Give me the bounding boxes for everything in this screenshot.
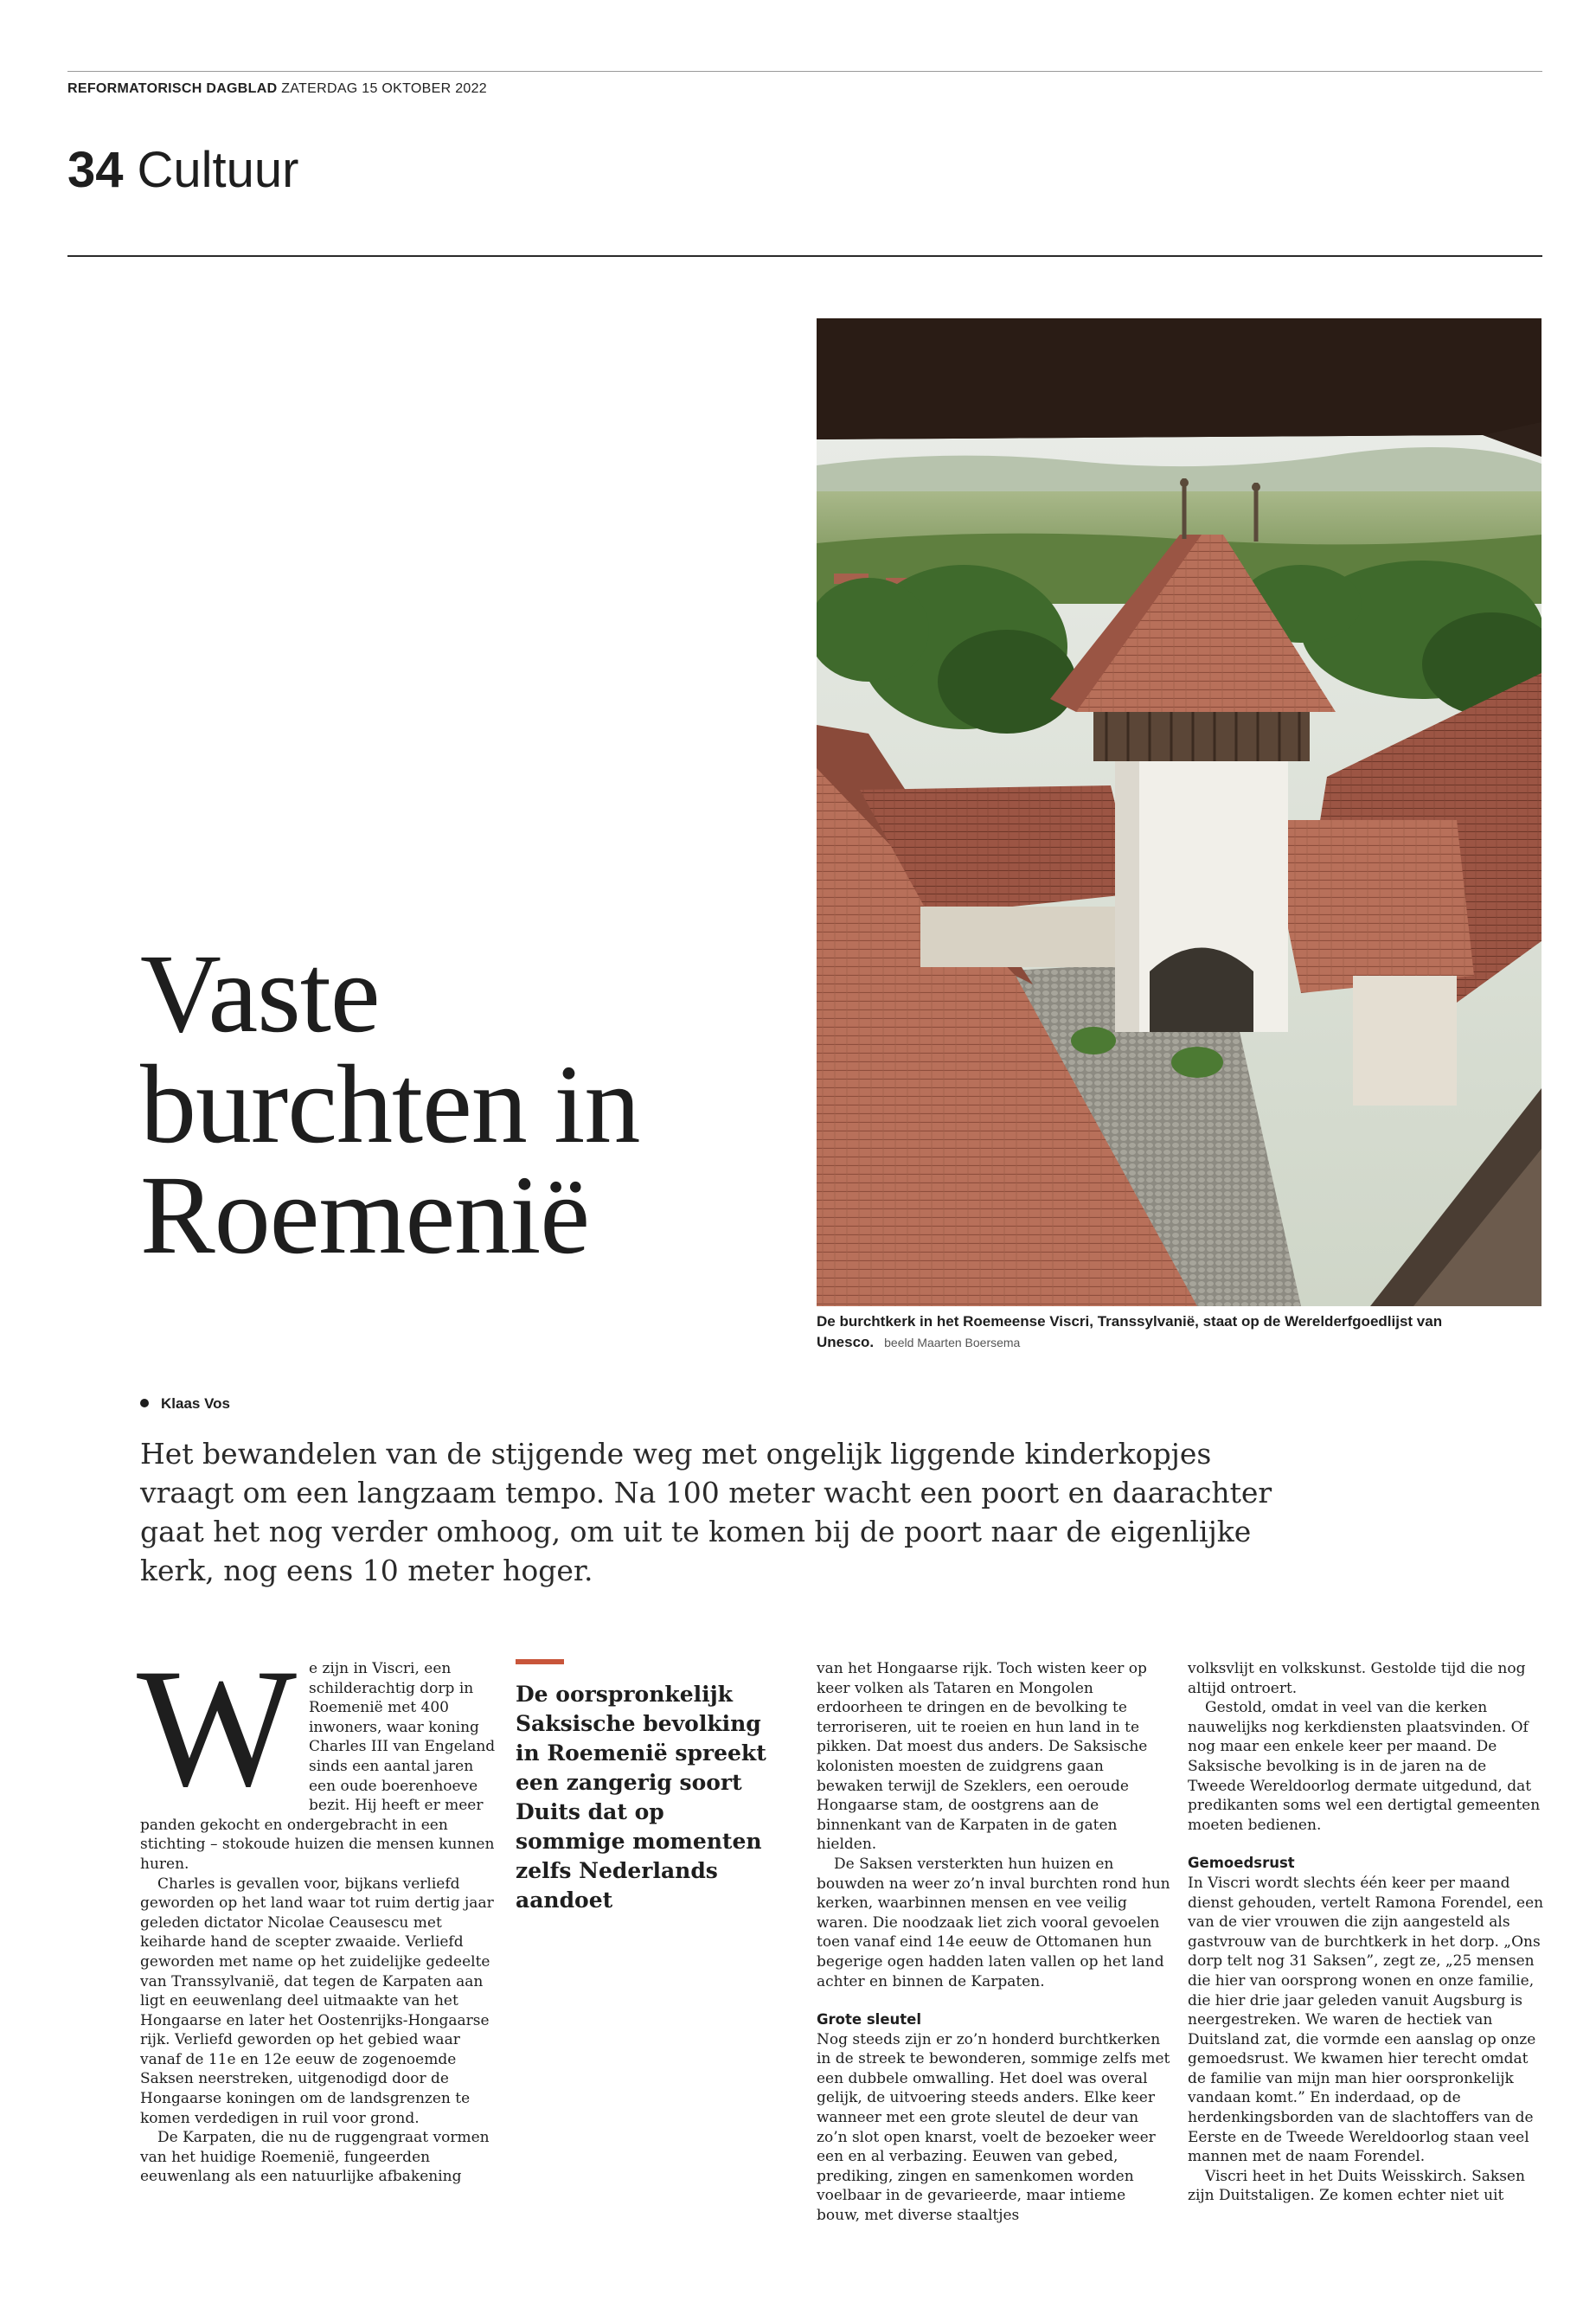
subhead-gemoedsrust: Gemoedsrust [1188,1855,1295,1872]
body-paragraph-1-text: e zijn in Viscri, een schilderachtig dorp in Roemenië met 400 inwoners, waar koning Charles III van Engeland sinds een aantal jaren een oude boerenhoeve bezit. Hij heeft er meer panden gekocht en ondergebracht in een stichting – stokoude huizen die mensen kunnen huren. [140,1660,496,1873]
section-name: Cultuur [137,142,299,198]
photo-credit: beeld Maarten Boersema [884,1336,1021,1349]
body-paragraph-3: De Karpaten, die nu de ruggengraat vormen van het huidige Roemenië, fungeerden eeuwenlang als een natuurlijke afbakening [140,2129,490,2186]
body-column-3 [817,1659,1173,2226]
body-paragraph-4: van het Hongaarse rijk. Toch wisten keer op keer volken als Tataren en Mongolen erdoorheen te dringen en de bevolking te terroriseren, uit te roeien en hun land in te pikken. Dat moest dus anders. De Saksische kolonisten moesten de zuidgrens gaan bewaken terwijl de Szeklers, een oeroude Hongaarse stam, de oostgrens aan de binnenkant van de Karpaten in de gaten hielden. [817,1660,1148,1854]
masthead [67,81,487,97]
bullet-dot-icon [140,1399,149,1407]
section-rule [67,255,1542,257]
body-paragraph-5: De Saksen versterkten hun huizen en bouwden na weer zo’n inval burchten rond hun kerken, waarbinnen mensen en vee veilig waren. Die noodzaak liet zich vooral gevoelen toen vanaf eind 14e eeuw de Ottomanen hun begerige ogen hadden laten vallen op het land achter en binnen de Karpaten. [817,1855,1170,1990]
headline-line-1: Vaste [140,932,380,1056]
fortified-church-photo [817,318,1542,1306]
body-paragraph-10: Viscri heet in het Duits Weisskirch. Saksen zijn Duitstaligen. Ze komen echter niet uit [1188,2167,1525,2205]
article-headline [140,932,798,1278]
subhead-grote-sleutel: Grote sleutel [817,2011,921,2029]
issue-date: ZATERDAG 15 OKTOBER 2022 [281,81,488,96]
masthead-rule [67,71,1542,72]
page-number: 34 [67,142,124,198]
photo-caption [817,1311,1542,1353]
pullquote-column [516,1659,775,1915]
body-column-4 [1188,1659,1544,2206]
caption-text: De burchtkerk in het Roemeense Viscri, Transsylvanië, staat op de Werelderfgoedlijst van Unesco. [817,1313,1443,1350]
body-paragraph-6: Nog steeds zijn er zo’n honderd burchtkerken in de streek te bewonderen, sommige zelfs met een dubbele omwalling. Het doel was overal gelijk, de uitvoering steeds anders. Elke keer wanneer met een grote sleutel de deur van zo’n slot open knarst, voelt de bezoeker weer een en al verbazing. Eeuwen van gebed, prediking, zingen en samenkomen worden voelbaar in de gevarieerde, maar intieme bouw, met diverse staaltjes [817,2030,1170,2225]
body-paragraph-2: Charles is gevallen voor, bijkans verliefd geworden op het land waar tot ruim dertig jaar geleden dictator Nicolae Ceausescu met keiharde hand de scepter zwaaide. Verliefd geworden met name op het zuidelijke gedeelte van Transsylvanië, dat tegen de Karpaten aan ligt en eeuwenlang deel uitmaakte van het Hongaarse en later het Oostenrijks-Hongaarse rijk. Verliefd geworden op het gebied waar vanaf de 11e en 12e eeuw de zogenoemde Saksen neerstreken, uitgenodigd door de Hongaarse koningen om de landsgrenzen te komen verdedigen in ruil voor grond. [140,1875,494,2127]
pullquote: De oorspronkelijk Saksische bevolking in Roemenië spreekt een zangerig soort Duits dat op sommige momenten zelfs Nederlands aandoet [516,1682,766,1913]
article-intro: Het bewandelen van de stijgende weg met ongelijk liggende kinderkopjes vraagt om een langzaam tempo. Na 100 meter wacht een poort en daarachter gaat het nog verder omhoog, om uit te komen bij de poort naar de eigenlijke kerk, nog eens 10 meter hoger. [140,1437,1272,1587]
newspaper-name: REFORMATORISCH DAGBLAD [67,81,278,96]
body-paragraph-1 [137,1634,497,1875]
body-paragraph-9: In Viscri wordt slechts één keer per maand dienst gehouden, vertelt Ramona Forendel, een van de vier vrouwen die zijn aangesteld als gastvrouw van de burchtkerk in het dorp. „Ons dorp telt nog 31 Saksen”, zegt ze, „25 mensen die hier van oorsprong wonen en onze familie, die hier drie jaar geleden vanuit Augsburg is neergestreken. We waren de hectiek van Duitsland zat, die vormde een aanslag op onze gemoedsrust. We kwamen hier terecht omdat de familie van mijn man hier oorspronkelijk vandaan komt.” En inderdaad, op de herdenkingsborden van de slachtoffers van de Eerste en de Tweede Wereldoorlog staan veel mannen met de naam Forendel. [1188,1874,1544,2166]
body-paragraph-7: volksvlijt en volkskunst. Gestolde tijd die nog altijd ontroert. [1188,1660,1526,1697]
headline-line-2: burchten in [140,1042,640,1167]
byline [140,1395,230,1413]
headline-line-3: Roemenië [140,1153,590,1278]
pullquote-accent-bar [516,1659,564,1664]
body-paragraph-8: Gestold, omdat in veel van die kerken nauwelijks nog kerkdiensten plaatsvinden. Of nog maar een enkele keer per maand. De Saksische bevolking is in de jaren na de Tweede Wereldoorlog dermate uitgedund, dat predikanten soms wel een dertigtal gemeenten moeten bedienen. [1188,1699,1541,1834]
photo-illustration [817,318,1542,1306]
author-name: Klaas Vos [161,1395,231,1412]
body-column-1 [137,1634,497,2187]
section-header [67,142,299,198]
drop-cap: W [137,1634,297,1822]
